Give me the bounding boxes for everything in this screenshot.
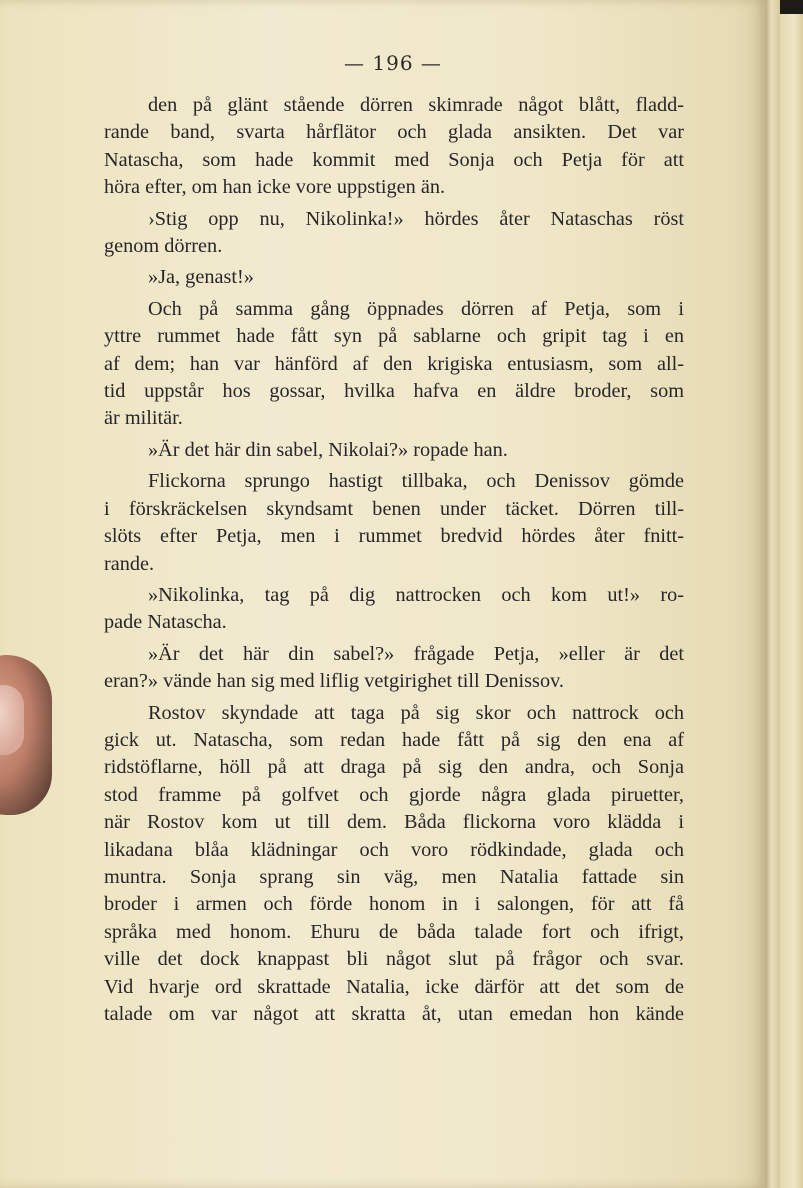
paragraph (104, 92, 684, 202)
text-line: af dem; han var hänförd af den krigiska entusiasm, som all- (104, 352, 684, 375)
text-line: när Rostov kom ut till dem. Båda flickorna voro klädda i (104, 811, 684, 834)
text-line: likadana blåa klädningar och voro rödkindade, glada och (104, 838, 684, 861)
text-line: Natascha, som hade kommit med Sonja och Petja för att (104, 148, 684, 171)
text-line: eran?» vände han sig med liflig vetgirighet till Denissov. (104, 670, 564, 693)
text-line: broder i armen och förde honom in i salongen, för att få (104, 893, 684, 916)
text-line: »Ja, genast!» (148, 266, 254, 289)
text-line: slöts efter Petja, men i rummet bredvid hördes åter fnitt- (104, 525, 684, 548)
text-line: Rostov skyndade att taga på sig skor och nattrock och (148, 701, 684, 724)
text-line: Flickorna sprungo hastigt tillbaka, och Denissov gömde (148, 470, 684, 493)
text-line: ›Stig opp nu, Nikolinka!» hördes åter Nataschas röst (148, 207, 684, 230)
text-line: i förskräckelsen skyndsamt benen under täcket. Dörren till- (104, 497, 684, 520)
paragraph (104, 437, 684, 464)
text-line: rande band, svarta hårflätor och glada ansikten. Det var (104, 121, 684, 144)
text-line: den på glänt stående dörren skimrade något blått, fladd- (148, 94, 684, 116)
page-fold-shadow (766, 0, 780, 1188)
text-line: gick ut. Natascha, som redan hade fått på sig den ena af (104, 728, 684, 751)
text-line: stod framme på golfvet och gjorde några glada piruetter, (104, 783, 684, 806)
paragraph (104, 206, 684, 261)
paragraph (104, 700, 684, 1029)
text-line: yttre rummet hade fått syn på sablarne och gripit tag i en (104, 325, 684, 348)
page-number: — 196 — (344, 51, 442, 75)
text-line: »Nikolinka, tag på dig nattrocken och kom ut!» ro- (148, 583, 684, 606)
paragraph (104, 468, 684, 578)
paragraph (104, 264, 684, 291)
text-line: pade Natascha. (104, 611, 227, 634)
paragraph (104, 641, 684, 696)
text-line: genom dörren. (104, 235, 223, 258)
text-line: ville det dock knappast bli något slut på frågor och svar. (104, 948, 684, 971)
text-line: talade om var något att skratta åt, utan emedan hon kände (104, 1003, 684, 1025)
text-line: höra efter, om han icke vore uppstigen än. (104, 176, 446, 199)
text-line: rande. (104, 552, 155, 575)
text-line: ridstöflarne, höll på att draga på sig den andra, och Sonja (104, 756, 684, 779)
page-text (104, 92, 684, 1028)
text-line: är militär. (104, 407, 183, 430)
text-line: muntra. Sonja sprang sin väg, men Natalia fattade sin (104, 865, 684, 888)
paragraph (104, 582, 684, 637)
next-page-edge (780, 14, 803, 1188)
paragraph (104, 296, 684, 433)
text-line: »Är det här din sabel?» frågade Petja, »eller är det (148, 642, 684, 665)
text-line: språka med honom. Ehuru de båda talade fort och ifrigt, (104, 920, 684, 943)
text-line: Och på samma gång öppnades dörren af Petja, som i (148, 297, 684, 320)
thumb-nail (0, 685, 24, 755)
text-line: tid uppstår hos gossar, hvilka hafva en äldre broder, som (104, 380, 684, 403)
text-line: »Är det här din sabel, Nikolai?» ropade han. (148, 438, 508, 461)
text-line: Vid hvarje ord skrattade Natalia, icke därför att det som de (104, 975, 684, 998)
